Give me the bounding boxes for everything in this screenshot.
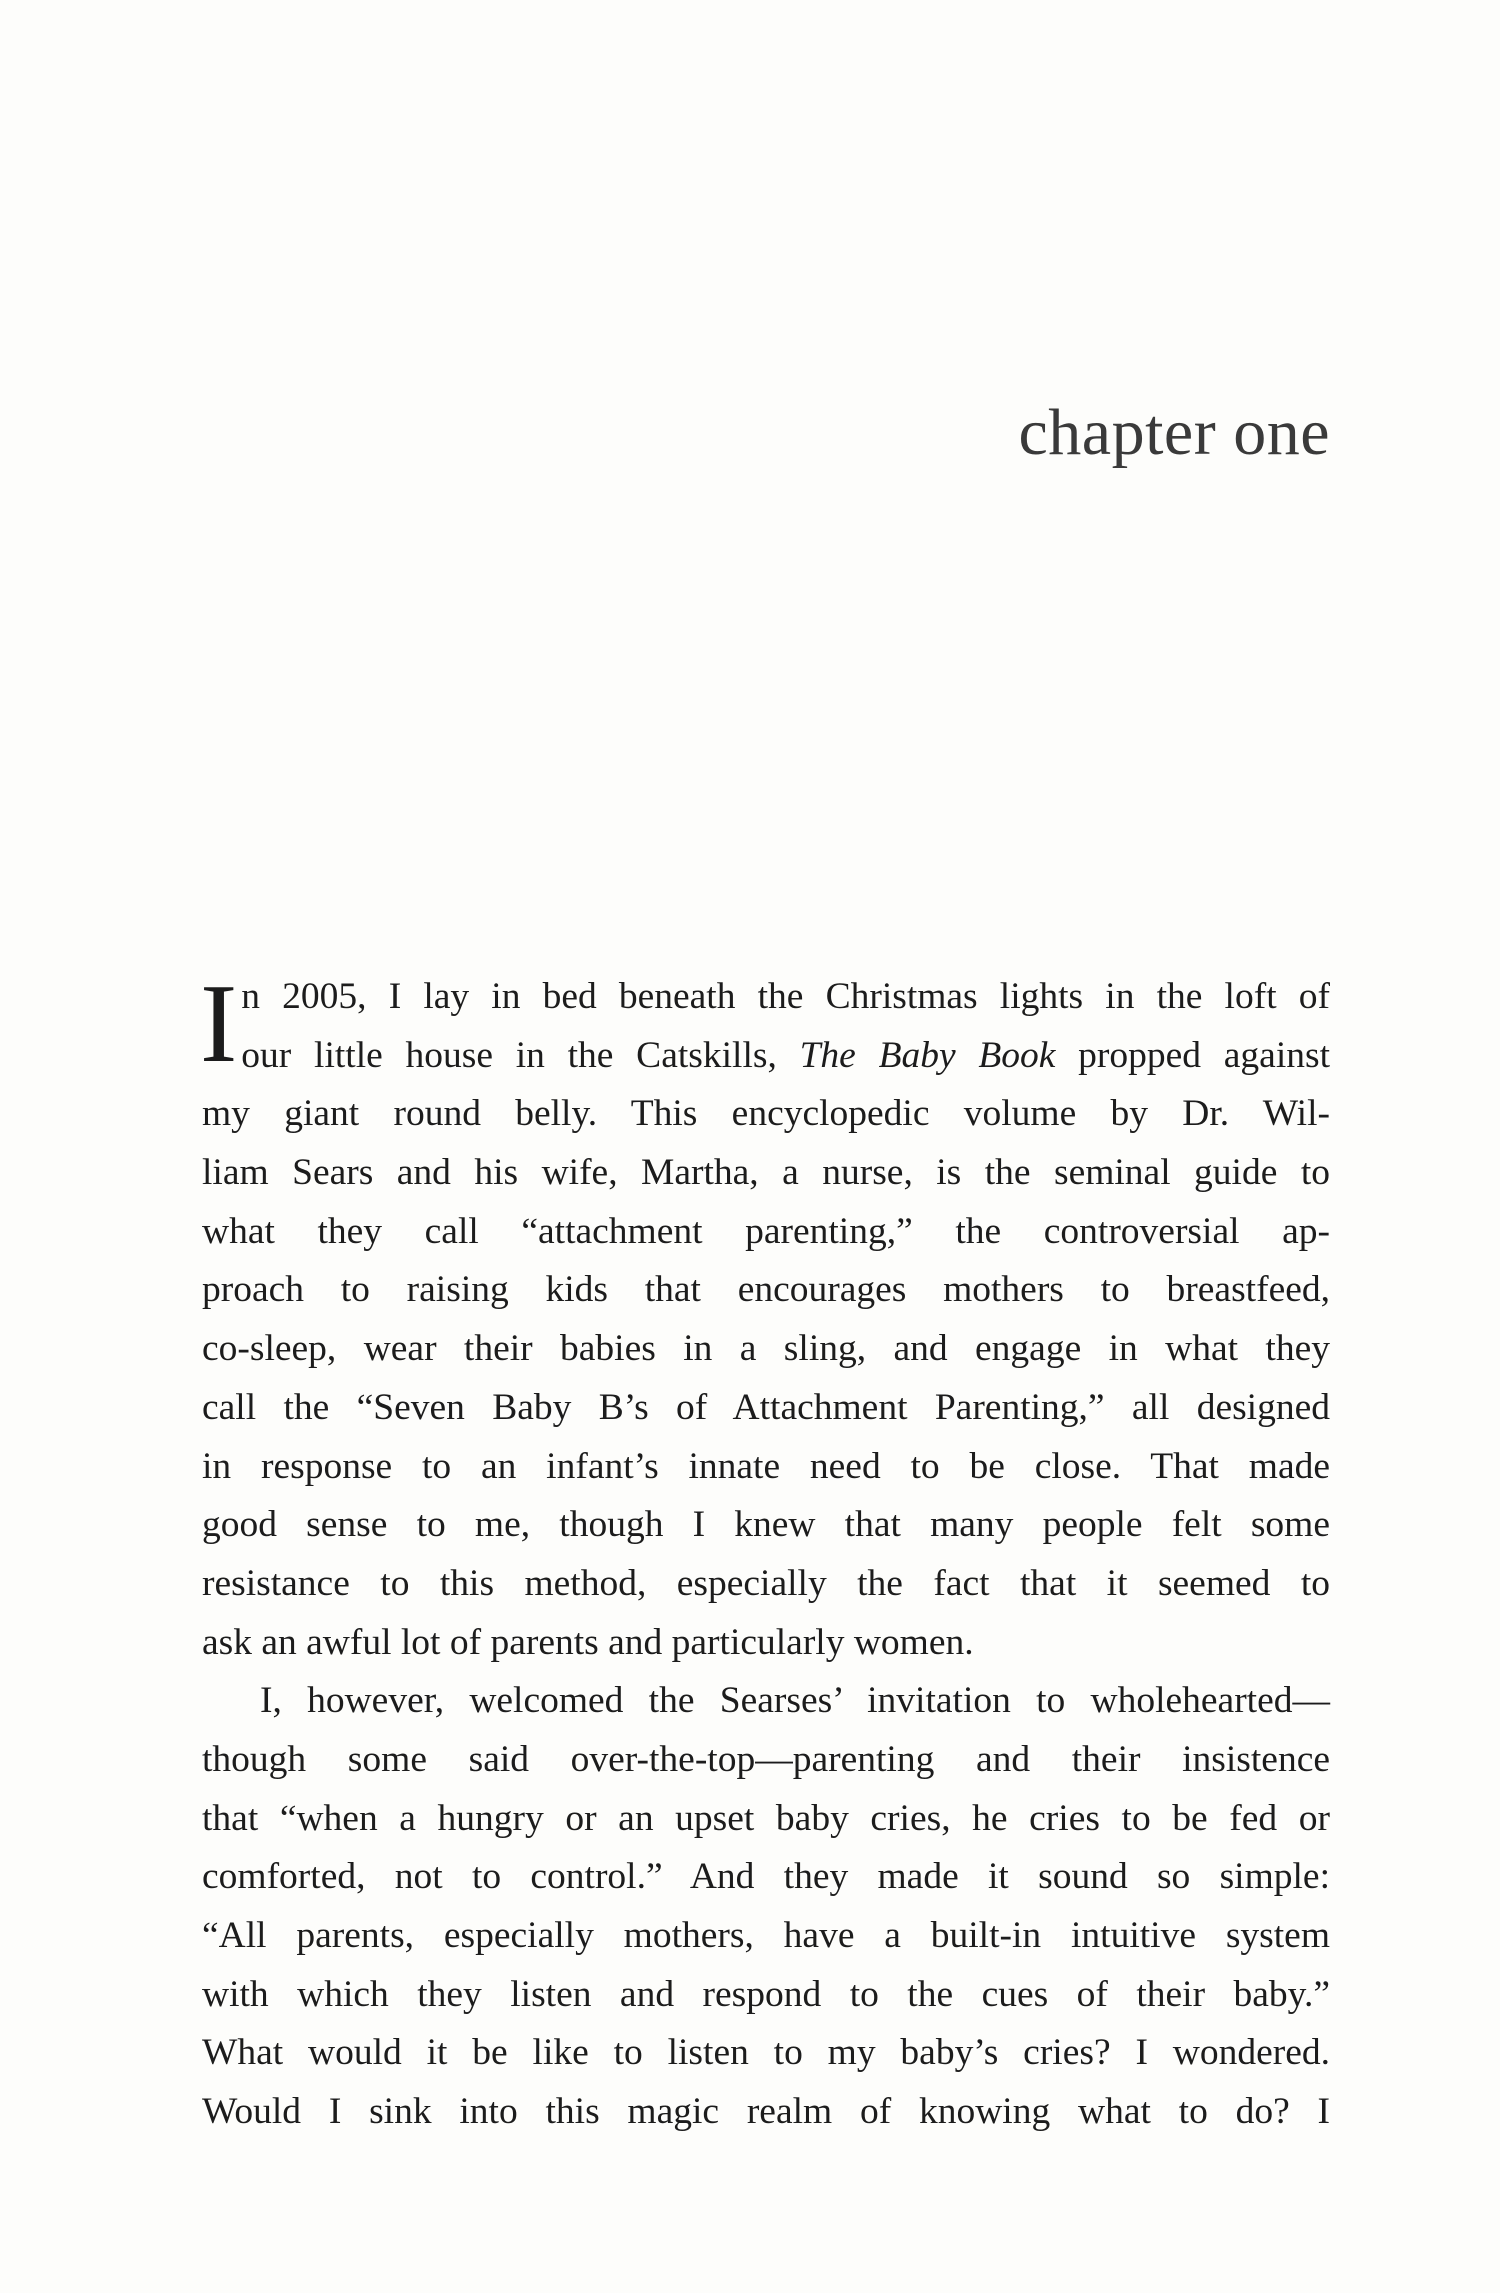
text-line: resistance to this method, especially the fact that it seemed to [202, 1562, 1330, 1604]
text-line: Would I sink into this magic realm of knowing what to do? I [202, 2091, 1330, 2133]
chapter-heading: chapter one [1018, 396, 1330, 469]
text-line: what they call “attachment parenting,” the controversial ap- [202, 1210, 1330, 1252]
text-line: proach to raising kids that encourages mothers to breastfeed, [202, 1269, 1330, 1311]
text-line: though some said over-the-top—parenting and their insistence [202, 1738, 1330, 1780]
text-line-segment: propped against [1055, 1034, 1331, 1076]
text-line: liam Sears and his wife, Martha, a nurse, is the seminal guide to [202, 1152, 1330, 1194]
text-line [202, 1027, 1330, 1086]
body-text [200, 962, 1331, 2142]
paragraph-1 [200, 962, 1331, 1672]
paragraph-2 [202, 1672, 1330, 2142]
text-line: in response to an infant’s innate need to be close. That made [202, 1445, 1330, 1487]
text-line: What would it be like to listen to my baby’s cries? I wondered. [202, 2032, 1330, 2074]
text-line: “All parents, especially mothers, have a built-in intuitive system [202, 1915, 1330, 1956]
text-line: with which they listen and respond to the cues of their baby.” [202, 1973, 1330, 2015]
text-line: n 2005, I lay in bed beneath the Christmas lights in the loft of [241, 976, 1330, 1017]
text-line: comforted, not to control.” And they made it sound so simple: [202, 1856, 1330, 1898]
text-line: I, however, welcomed the Searses’ invitation to wholehearted— [260, 1680, 1330, 1722]
text-line: ask an awful lot of parents and particularly women. [202, 1621, 974, 1663]
text-line: good sense to me, though I knew that many people felt some [202, 1504, 1330, 1546]
book-title: The Baby Book [799, 1034, 1056, 1076]
text-line: co-sleep, wear their babies in a sling, and engage in what they [202, 1328, 1330, 1370]
text-line-segment: our little house in the Catskills, [241, 1034, 800, 1076]
text-line: call the “Seven Baby B’s of Attachment Parenting,” all designed [202, 1386, 1330, 1428]
drop-cap: I [200, 962, 238, 1086]
text-line: my giant round belly. This encyclopedic volume by Dr. Wil- [202, 1093, 1330, 1135]
text-line: that “when a hungry or an upset baby cries, he cries to be fed or [202, 1797, 1330, 1839]
